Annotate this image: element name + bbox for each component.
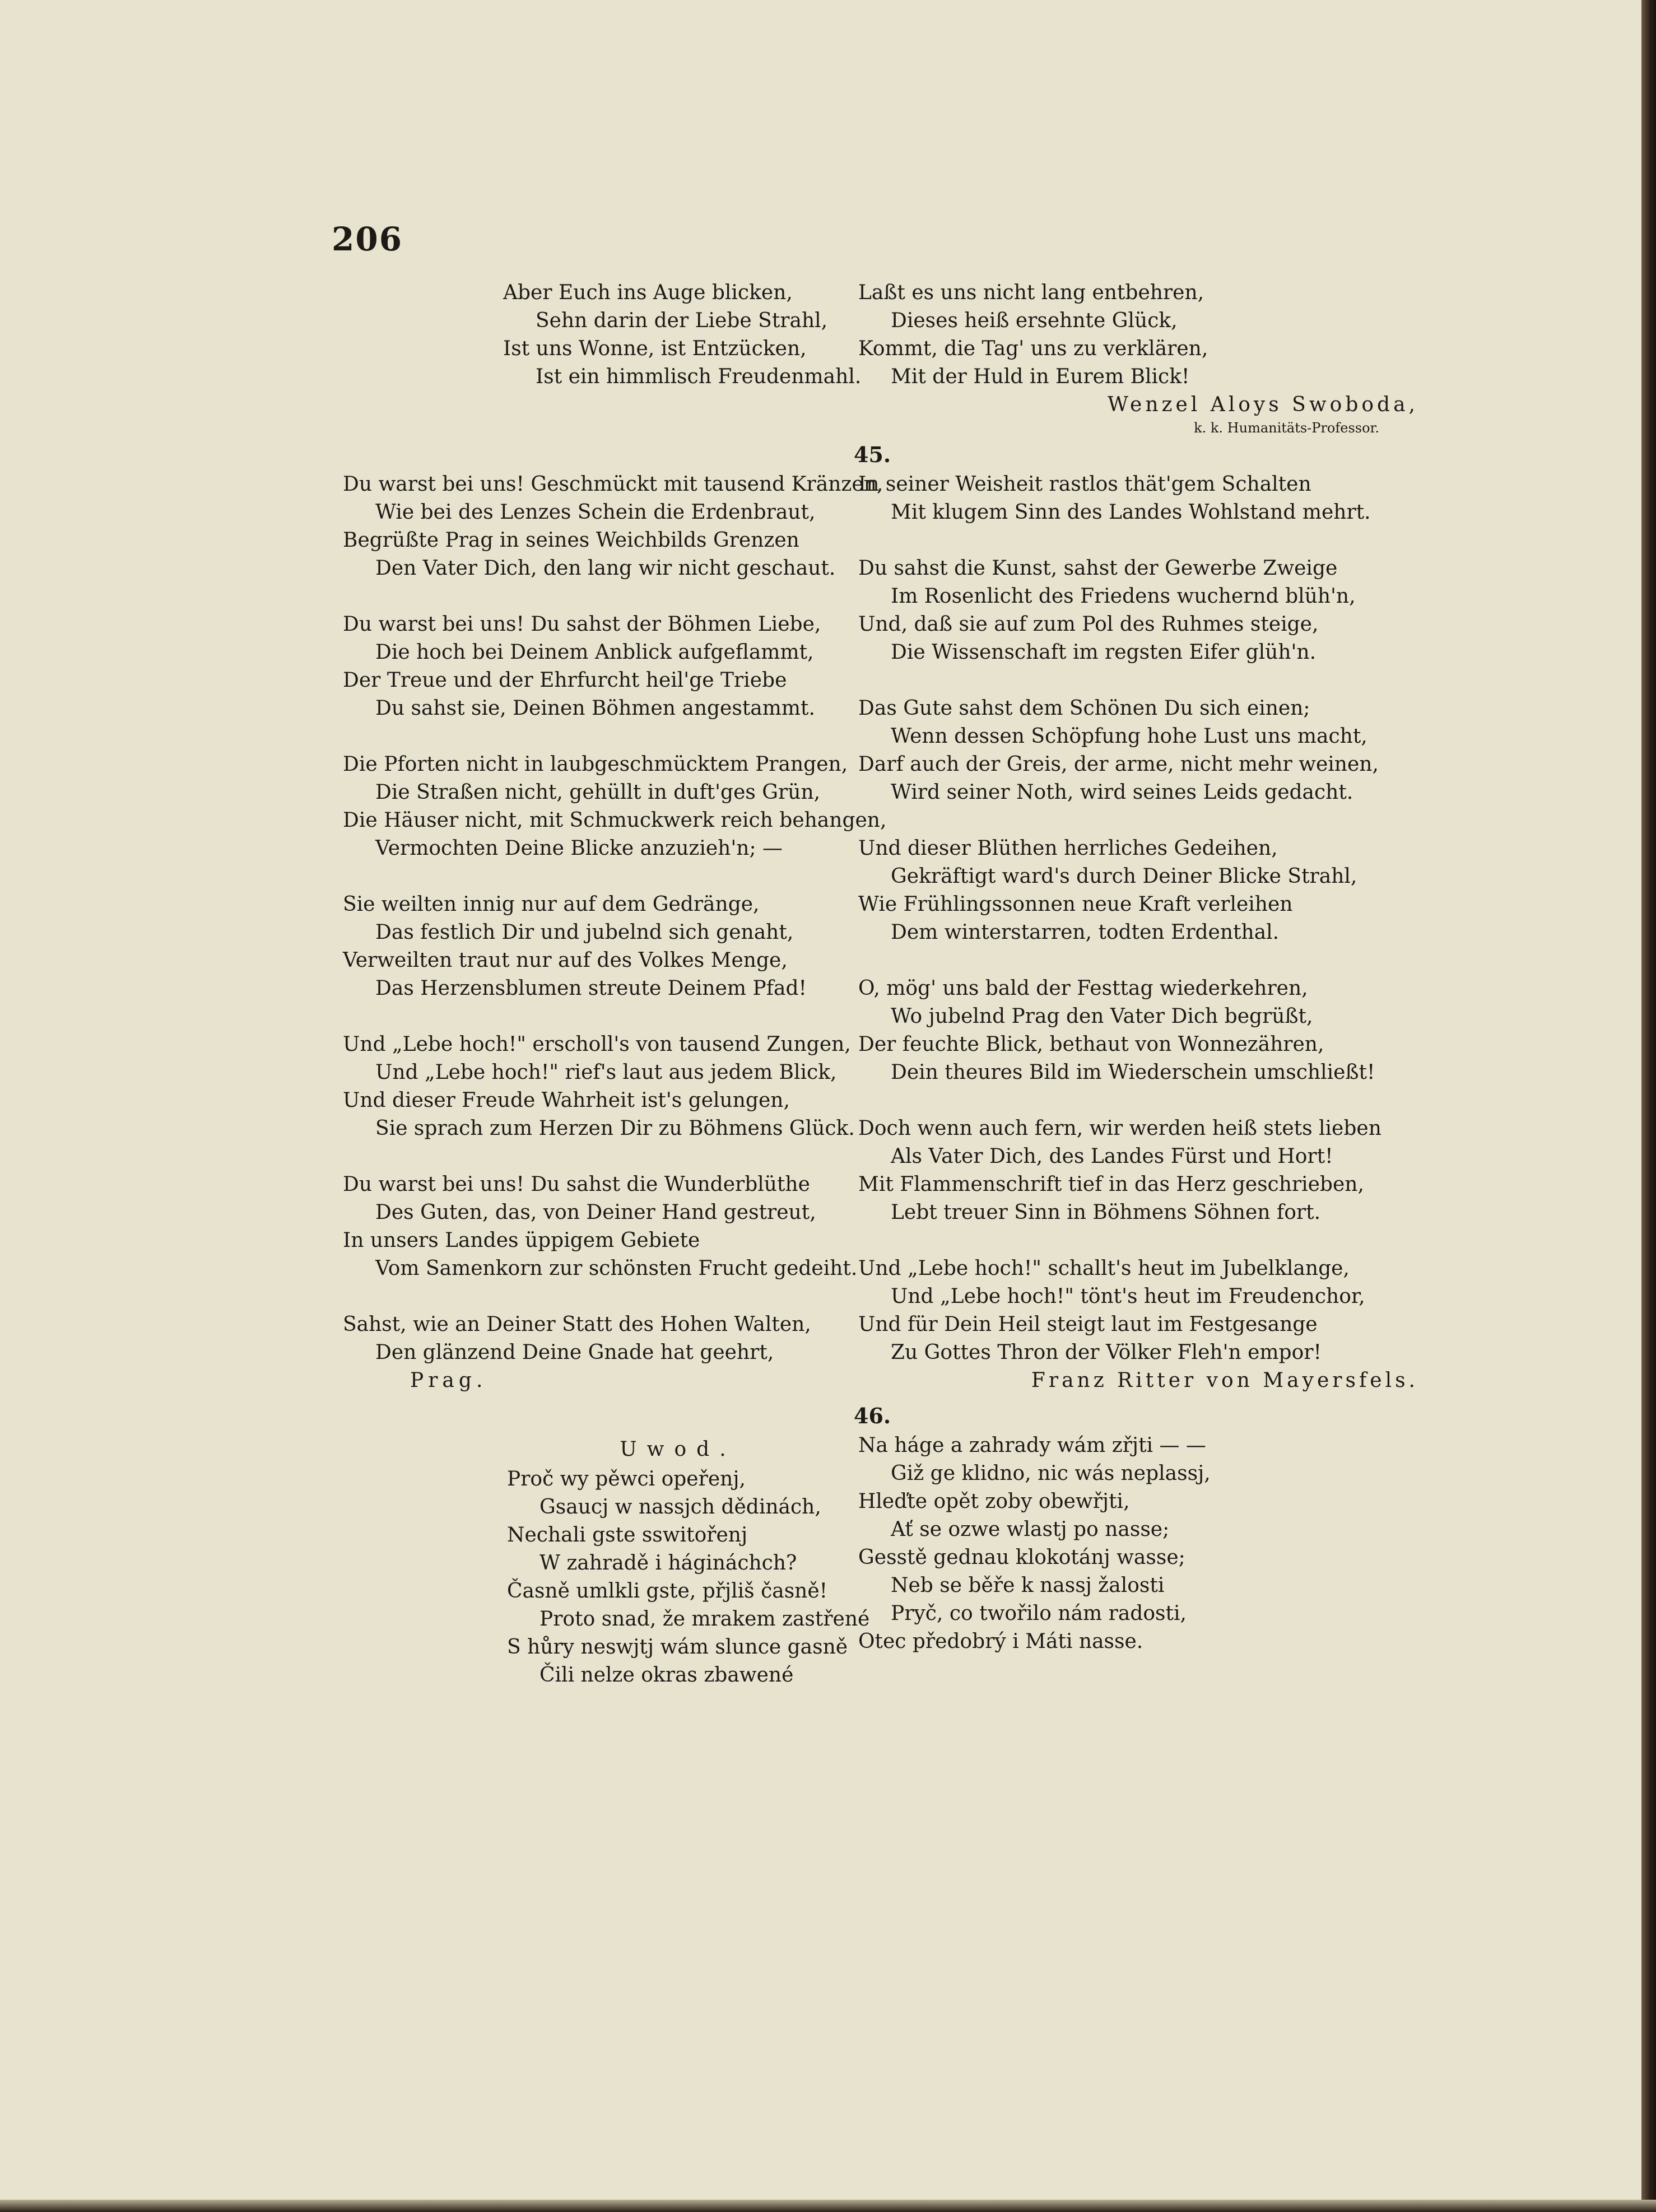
verse-line: Und dieser Blüthen herrliches Gedeihen,	[858, 837, 1278, 860]
verse-line: Sahst, wie an Deiner Statt des Hohen Walten,	[343, 1313, 811, 1336]
verse-line: Und „Lebe hoch!" erscholl's von tausend Zungen,	[343, 1033, 851, 1056]
stanza	[858, 471, 1418, 527]
verse-line: Lebt treuer Sinn in Böhmens Söhnen fort.	[891, 1201, 1321, 1224]
verse-line: Zu Gottes Thron der Völker Fleh'n empor!	[891, 1341, 1322, 1364]
stanza	[343, 1311, 847, 1395]
stanza	[343, 1171, 858, 1283]
verse-line: O, mög' uns bald der Festtag wiederkehren,	[858, 977, 1308, 1000]
signature-title: k. k. Humanitäts-Professor.	[1194, 420, 1379, 436]
verse-line: In unsers Landes üppigem Gebiete	[343, 1229, 700, 1252]
verse-line: Wo jubelnd Prag den Vater Dich begrüßt,	[891, 1005, 1313, 1028]
signature: Wenzel Aloys Swoboda,	[1107, 393, 1418, 416]
signature: Franz Ritter von Mayersfels.	[1031, 1369, 1418, 1392]
verse-line: Mit klugem Sinn des Landes Wohlstand mehrt.	[891, 501, 1371, 524]
verse-line: Und „Lebe hoch!" schallt's heut im Jubelklange,	[858, 1257, 1350, 1280]
verse-line: Dem winterstarren, todten Erdenthal.	[891, 921, 1280, 944]
verse-line: Časně umlkli gste, přjliš časně!	[507, 1580, 828, 1603]
verse-line: Sie sprach zum Herzen Dir zu Böhmens Glück.	[375, 1117, 855, 1140]
verse-line: Aber Euch ins Auge blicken,	[503, 281, 793, 304]
verse-line: Vermochten Deine Blicke anzuzieh'n; —	[375, 837, 783, 860]
verse-line: Sehn darin der Liebe Strahl,	[536, 309, 828, 332]
verse-line: Darf auch der Greis, der arme, nicht mehr weinen,	[858, 753, 1379, 776]
verse-line: Der Treue und der Ehrfurcht heil'ge Triebe	[343, 669, 787, 692]
verse-line: Hleďte opět zoby obewřjti,	[858, 1490, 1130, 1513]
verse-line: Verweilten traut nur auf des Volkes Menge,	[343, 949, 788, 972]
verse-line: Otec předobrý i Máti nasse.	[858, 1630, 1143, 1653]
stanza	[858, 835, 1418, 947]
verse-line: Gsaucj w nassjch dědinách,	[539, 1496, 821, 1519]
verse-line: Das Herzensblumen streute Deinem Pfad!	[375, 977, 807, 1000]
verse-line: Ist uns Wonne, ist Entzücken,	[503, 337, 807, 360]
verse-line: Und dieser Freude Wahrheit ist's gelungen,	[343, 1089, 790, 1112]
verse-line: Du sahst sie, Deinen Böhmen angestammt.	[375, 697, 815, 720]
right-top-stanza	[858, 279, 1418, 391]
verse-line: Des Guten, das, von Deiner Hand gestreut,	[375, 1201, 816, 1224]
verse-line: Gekräftigt ward's durch Deiner Blicke Strahl,	[891, 865, 1357, 888]
verse-line: Du warst bei uns! Du sahst die Wunderblüthe	[343, 1173, 810, 1196]
verse-line: Das Gute sahst dem Schönen Du sich einen;	[858, 697, 1310, 720]
verse-line: Im Rosenlicht des Friedens wuchernd blüh'n,	[891, 585, 1356, 608]
stanza	[343, 751, 887, 863]
verse-line: W zahradě i hágináchch?	[539, 1552, 797, 1575]
verse-line: Und „Lebe hoch!" tönt's heut im Freudenchor,	[891, 1285, 1365, 1308]
verse-line: Pryč, co twořilo nám radosti,	[891, 1602, 1187, 1625]
stanza	[343, 891, 847, 1003]
poem-number: 45.	[854, 442, 891, 467]
left-top-stanza	[503, 279, 861, 391]
verse-line: Giž ge klidno, nic wás neplassj,	[891, 1462, 1211, 1485]
verse-line: Du warst bei uns! Geschmückt mit tausend Kränzen,	[343, 473, 883, 496]
verse-line: Proč wy pěwci opeřenj,	[507, 1468, 746, 1491]
verse-line: Neb se běře k nassj žalosti	[891, 1574, 1165, 1597]
verse-line: In seiner Weisheit rastlos thät'gem Schalten	[858, 473, 1311, 496]
verse-line: Mit der Huld in Eurem Blick!	[891, 365, 1190, 388]
verse-line: Čili nelze okras zbawené	[539, 1664, 794, 1687]
verse-line: Als Vater Dich, des Landes Fürst und Hort!	[891, 1145, 1333, 1168]
stanza	[858, 695, 1418, 807]
verse-line: Proto snad, že mrakem zastřené	[539, 1608, 870, 1631]
verse-line: Nechali gste sswitořenj	[507, 1524, 748, 1547]
verse-line: Und für Dein Heil steigt laut im Festgesange	[858, 1313, 1318, 1336]
verse-line: Den Vater Dich, den lang wir nicht geschaut.	[375, 557, 836, 580]
verse-line: Laßt es uns nicht lang entbehren,	[858, 281, 1204, 304]
page-number: 206	[332, 220, 403, 258]
czech-poem-46	[858, 1432, 1418, 1656]
verse-line: Na háge a zahrady wám zřjti — —	[858, 1434, 1206, 1457]
verse-line: Und, daß sie auf zum Pol des Ruhmes steige,	[858, 613, 1319, 636]
czech-poem-title: Uwod.	[620, 1438, 736, 1461]
stanza	[858, 555, 1418, 667]
verse-line: Ať se ozwe wlastj po nasse;	[891, 1518, 1170, 1541]
verse-line: Mit Flammenschrift tief in das Herz geschrieben,	[858, 1173, 1364, 1196]
verse-line: S hůry neswjtj wám slunce gasně	[507, 1636, 848, 1659]
verse-line: Wie bei des Lenzes Schein die Erdenbraut,	[375, 501, 816, 524]
verse-line: Der feuchte Blick, bethaut von Wonnezähren,	[858, 1033, 1324, 1056]
stanza	[343, 1031, 855, 1143]
verse-line: Du warst bei uns! Du sahst der Böhmen Liebe,	[343, 613, 821, 636]
verse-line: Dein theures Bild im Wiederschein umschließt!	[891, 1061, 1375, 1084]
verse-line: Begrüßte Prag in seines Weichbilds Grenzen	[343, 529, 799, 552]
verse-line: Gesstě gednau klokotánj wasse;	[858, 1546, 1185, 1569]
verse-line: Doch wenn auch fern, wir werden heiß stets lieben	[858, 1117, 1381, 1140]
poem-number: 46.	[854, 1403, 891, 1428]
verse-line: Vom Samenkorn zur schönsten Frucht gedeiht.	[375, 1257, 858, 1280]
verse-line: Sie weilten innig nur auf dem Gedränge,	[343, 893, 760, 916]
stanza	[858, 1115, 1418, 1227]
verse-line: Du sahst die Kunst, sahst der Gewerbe Zweige	[858, 557, 1338, 580]
page-bottom-edge	[0, 2200, 1656, 2212]
verse-line: Wie Frühlingssonnen neue Kraft verleihen	[858, 893, 1293, 916]
verse-line: Die Häuser nicht, mit Schmuckwerk reich behangen,	[343, 809, 887, 832]
stanza	[858, 975, 1418, 1087]
verse-line: Kommt, die Tag' uns zu verklären,	[858, 337, 1208, 360]
czech-poem	[507, 1434, 870, 1689]
verse-line: Den glänzend Deine Gnade hat geehrt,	[375, 1341, 774, 1364]
verse-line: Die Pforten nicht in laubgeschmücktem Prangen,	[343, 753, 848, 776]
verse-line: Das festlich Dir und jubelnd sich genaht,	[375, 921, 794, 944]
verse-line: Wenn dessen Schöpfung hohe Lust uns macht,	[891, 725, 1367, 748]
right-column	[854, 279, 1418, 1656]
verse-line: Wird seiner Noth, wird seines Leids gedacht.	[891, 781, 1353, 804]
stanza	[343, 611, 847, 723]
verse-line: Die Straßen nicht, gehüllt in duft'ges Grün,	[375, 781, 821, 804]
verse-line: Und „Lebe hoch!" rief's laut aus jedem Blick,	[375, 1061, 837, 1084]
stanza	[858, 1255, 1418, 1367]
verse-line: Dieses heiß ersehnte Glück,	[891, 309, 1178, 332]
verse-line: Ist ein himmlisch Freudenmahl.	[536, 365, 862, 388]
verse-line: Die Wissenschaft im regsten Eifer glüh'n.	[891, 641, 1317, 664]
verse-line: Die hoch bei Deinem Anblick aufgeflammt,	[375, 641, 814, 664]
page-edge-shadow	[1641, 0, 1656, 2212]
stanza	[343, 471, 883, 583]
verse-line: Prag.	[410, 1369, 487, 1392]
